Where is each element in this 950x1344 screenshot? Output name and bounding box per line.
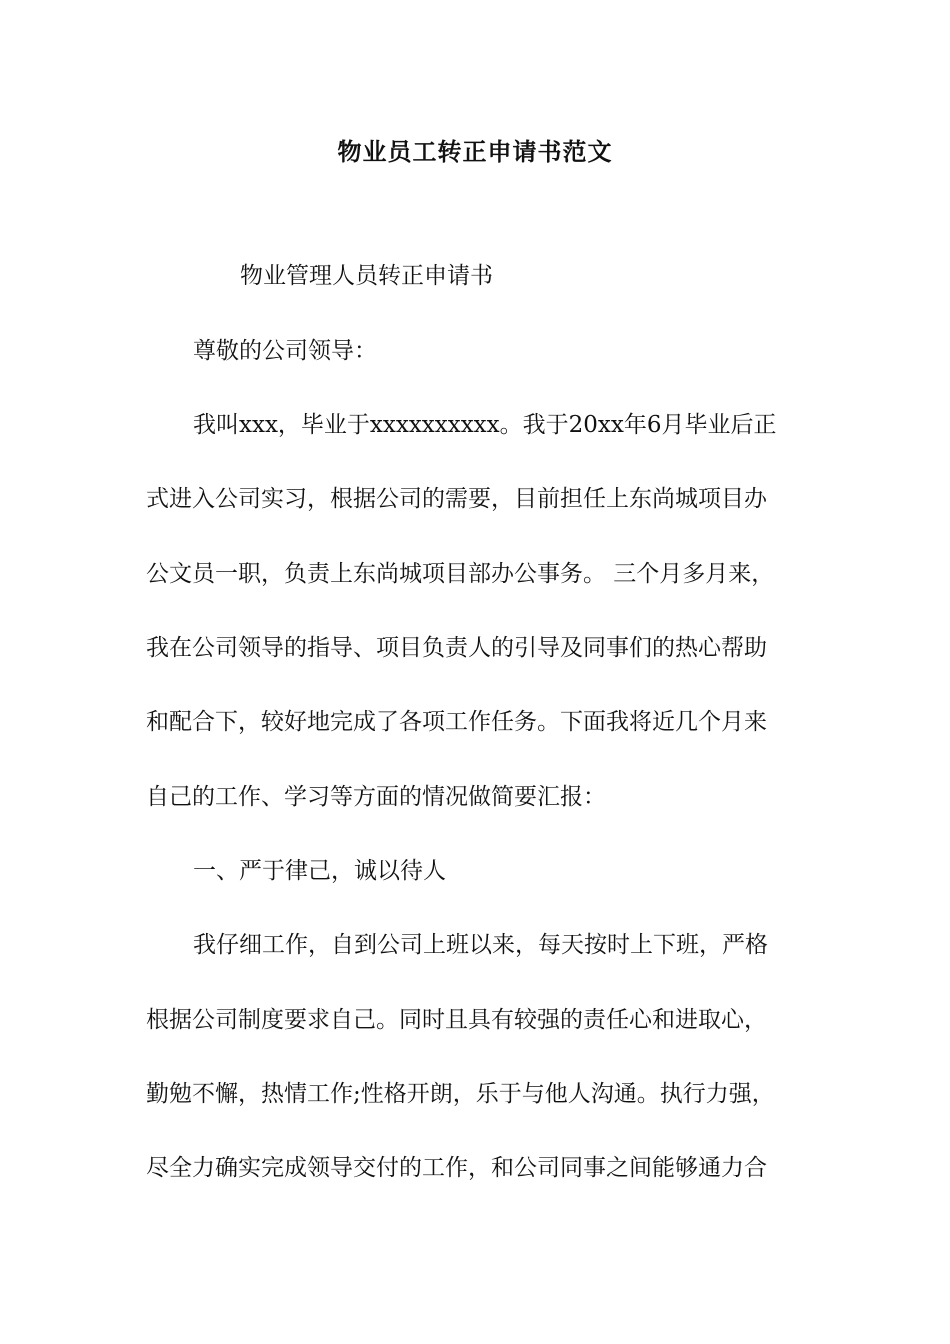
body-line: 和配合下，较好地完成了各项工作任务。下面我将近几个月来 (146, 709, 767, 735)
body-line: 自己的工作、学习等方面的情况做简要汇报： (146, 784, 606, 810)
body-line: 我在公司领导的指导、项目负责人的引导及同事们的热心帮助 (146, 635, 767, 661)
subtitle-line: 物业管理人员转正申请书 (240, 263, 493, 289)
body-line: 公文员一职，负责上东尚城项目部办公事务。 三个月多月来， (146, 561, 775, 587)
body-line: 勤勉不懈，热情工作;性格开朗，乐于与他人沟通。执行力强， (146, 1081, 775, 1107)
document-title: 物业员工转正申请书范文 (337, 137, 613, 166)
salutation-line: 尊敬的公司领导： (193, 338, 377, 364)
section-heading: 一、严于律己，诚以待人 (193, 858, 446, 884)
body-line: 我仔细工作，自到公司上班以来，每天按时上下班，严格 (193, 932, 768, 958)
body-line: 尽全力确实完成领导交付的工作，和公司同事之间能够通力合 (146, 1155, 767, 1181)
body-line: 式进入公司实习，根据公司的需要，目前担任上东尚城项目办 (146, 486, 767, 512)
body-line: 根据公司制度要求自己。同时且具有较强的责任心和进取心， (146, 1007, 767, 1033)
body-line: 我叫xxx，毕业于xxxxxxxxxx。我于20xx年6月毕业后正 (193, 412, 777, 438)
